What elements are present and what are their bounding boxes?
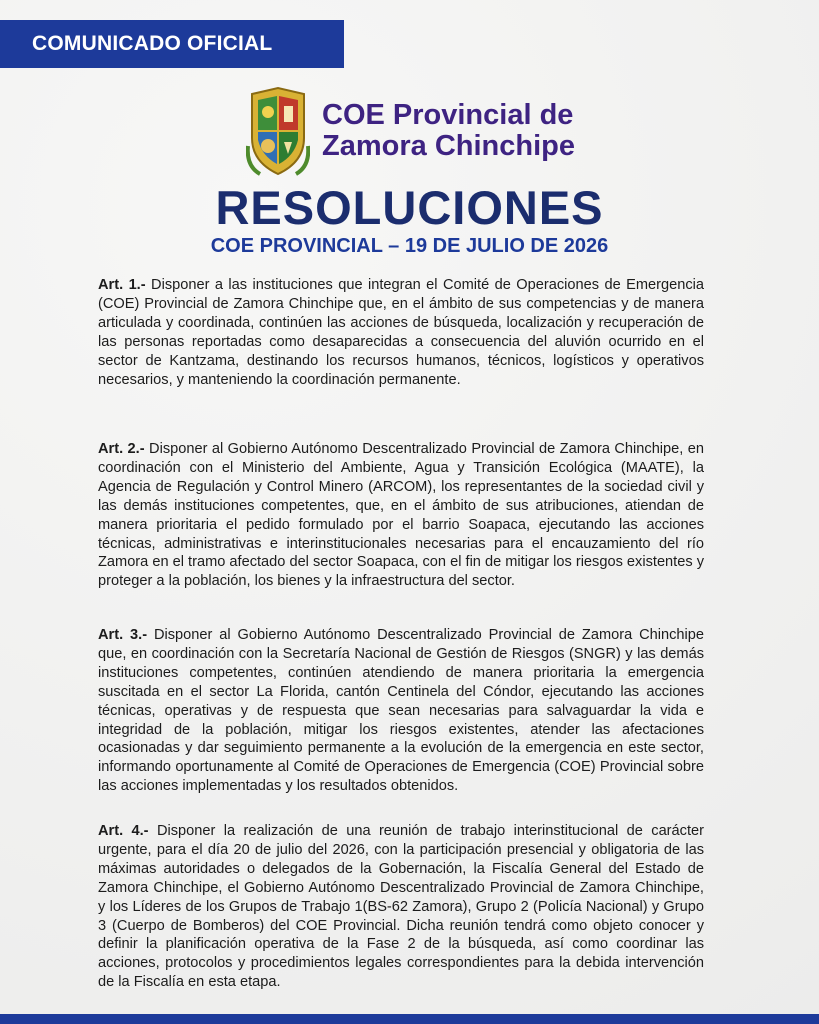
bottom-accent-bar: [0, 1014, 819, 1024]
article-1: [98, 276, 704, 389]
coat-of-arms-icon: [246, 86, 310, 178]
article-3: [98, 626, 704, 796]
organization-name-line-1: COE Provincial de: [322, 99, 574, 131]
page-subtitle: COE PROVINCIAL – 19 DE JULIO DE 2026: [210, 235, 609, 257]
banner-label: COMUNICADO OFICIAL: [32, 32, 273, 55]
article-text: Disponer al Gobierno Autónomo Descentralizado Provincial de Zamora Chinchipe, en coordinación con el Ministerio del Ambiente, Agua y Transición Ecológica (MAATE), la Agencia de Regulación y Control Minero (ARCOM), los representantes de la sociedad civil y las demás instituciones competentes, que, en el ámbito de sus atribuciones, atiendan de manera prioritaria el pedido formulado por el barrio Soapaca, ejecutando las acciones técnicas, administrativas e interinstitucionales necesarias para el encauzamiento del río Zamora en el tramo afectado del sector Soapaca, con el fin de mitigar los riesgos existentes y proteger a la población, los bienes y la infraestructura del sector.: [98, 441, 704, 590]
article-label: Art. 3.-: [98, 627, 148, 643]
page-title: RESOLUCIONES: [215, 181, 604, 234]
organization-name-line-2: Zamora Chinchipe: [322, 130, 575, 162]
article-label: Art. 2.-: [98, 441, 145, 457]
org-header: [246, 86, 626, 178]
article-label: Art. 1.-: [98, 277, 146, 293]
article-text: Disponer al Gobierno Autónomo Descentralizado Provincial de Zamora Chinchipe que, en coordinación con la Secretaría Nacional de Gestión de Riesgos (SNGR) y las demás instituciones competentes, continúen atendiendo de manera prioritaria la emergencia suscitada en el sector La Florida, cantón Centinela del Cóndor, ejecutando las acciones técnicas, operativas y de respuesta que sean necesarias para salvaguardar la vida e integridad de la población, mitigar los riesgos existentes, atender las afectaciones ocasionadas y dar seguimiento permanente a la evolución de la emergencia en este sector, informando oportunamente al Comité de Operaciones de Emergencia (COE) Provincial sobre las acciones implementadas y los resultados obtenidos.: [98, 627, 704, 795]
article-text: Disponer la realización de una reunión de trabajo interinstitucional de carácter urgente, para el día 20 de julio del 2026, con la participación presencial y obligatoria de las máximas autoridades o delegados de la Gobernación, la Fiscalía General del Estado de Zamora Chinchipe, el Gobierno Autónomo Descentralizado Provincial de Zamora Chinchipe, y los Líderes de los Grupos de Trabajo 1(BS-62 Zamora), Grupo 2 (Policía Nacional) y Grupo 3 (Cuerpo de Bomberos) del COE Provincial. Dicha reunión tendrá como objeto conocer y definir la planificación operativa de la Fase 2 de la búsqueda, así como coordinar las acciones, protocolos y procedimientos legales correspondientes para la debida intervención de la Fiscalía en esta etapa.: [98, 823, 704, 991]
article-4: [98, 822, 704, 992]
article-text: Disponer a las instituciones que integran el Comité de Operaciones de Emergencia (COE) Provincial de Zamora Chinchipe que, en el ámbito de sus competencias y de manera articulada y coordinada, continúen las acciones de búsqueda, localización y recuperación de las personas reportadas como desaparecidas a consecuencia del aluvión ocurrido en el sector de Kantzama, destinando los recursos humanos, técnicos, logísticos y operativos necesarios, y manteniendo la coordinación permanente.: [98, 277, 704, 388]
article-label: Art. 4.-: [98, 823, 149, 839]
official-communique-banner: [0, 20, 344, 68]
organization-name: [322, 100, 622, 162]
article-2: [98, 440, 704, 591]
